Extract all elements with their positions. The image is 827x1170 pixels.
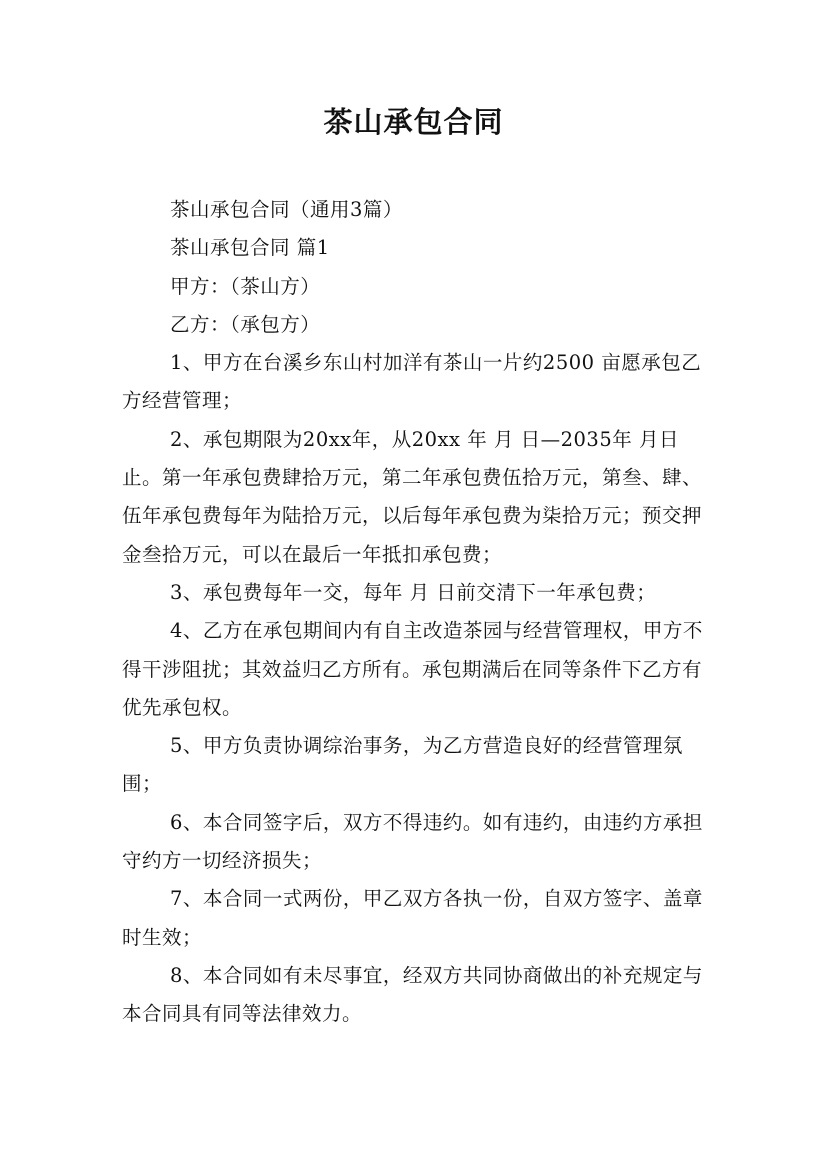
paragraph-party-a: 甲方：（茶山方） bbox=[170, 274, 321, 298]
clause-5: 5、甲方负责协调综治事务，为乙方营造良好的经营管理氛围； bbox=[122, 734, 683, 796]
paragraph-party-b: 乙方：（承包方） bbox=[170, 312, 321, 336]
clause-3: 3、承包费每年一交，每年 月 日前交清下一年承包费； bbox=[170, 580, 657, 604]
clause-8: 8、本合同如有未尽事宜，经双方共同协商做出的补充规定与本合同具有同等法律效力。 bbox=[122, 963, 703, 1026]
paragraph-subheading: 茶山承包合同 篇1 bbox=[170, 236, 330, 260]
clause-7: 7、本合同一式两份，甲乙双方各执一份，自双方签字、盖章时生效； bbox=[122, 887, 703, 949]
clause-1: 1、甲方在台溪乡东山村加洋有茶山一片约2500 亩愿承包乙方经营管理； bbox=[122, 351, 702, 413]
clause-2: 2、承包期限为20xx年，从20xx 年 月 日—2035年 月日止。第一年承包费肆拾万元，第二年承包费伍拾万元，第叁、肆、伍年承包费每年为陆拾万元，以后每年承包费为柒拾万元；预交押金叁拾万元，可以在最后一年抵扣承包费； bbox=[122, 427, 703, 566]
document-title: 茶山承包合同 bbox=[323, 105, 504, 139]
clause-6: 6、本合同签字后，双方不得违约。如有违约，由违约方承担守约方一切经济损失； bbox=[122, 810, 703, 873]
paragraph-heading: 茶山承包合同（通用3篇） bbox=[170, 198, 403, 221]
document-body bbox=[122, 191, 712, 1034]
clause-4: 4、乙方在承包期间内有自主改造茶园与经营管理权，甲方不得干涉阻扰；其效益归乙方所有。承包期满后在同等条件下乙方有优先承包权。 bbox=[122, 619, 703, 719]
